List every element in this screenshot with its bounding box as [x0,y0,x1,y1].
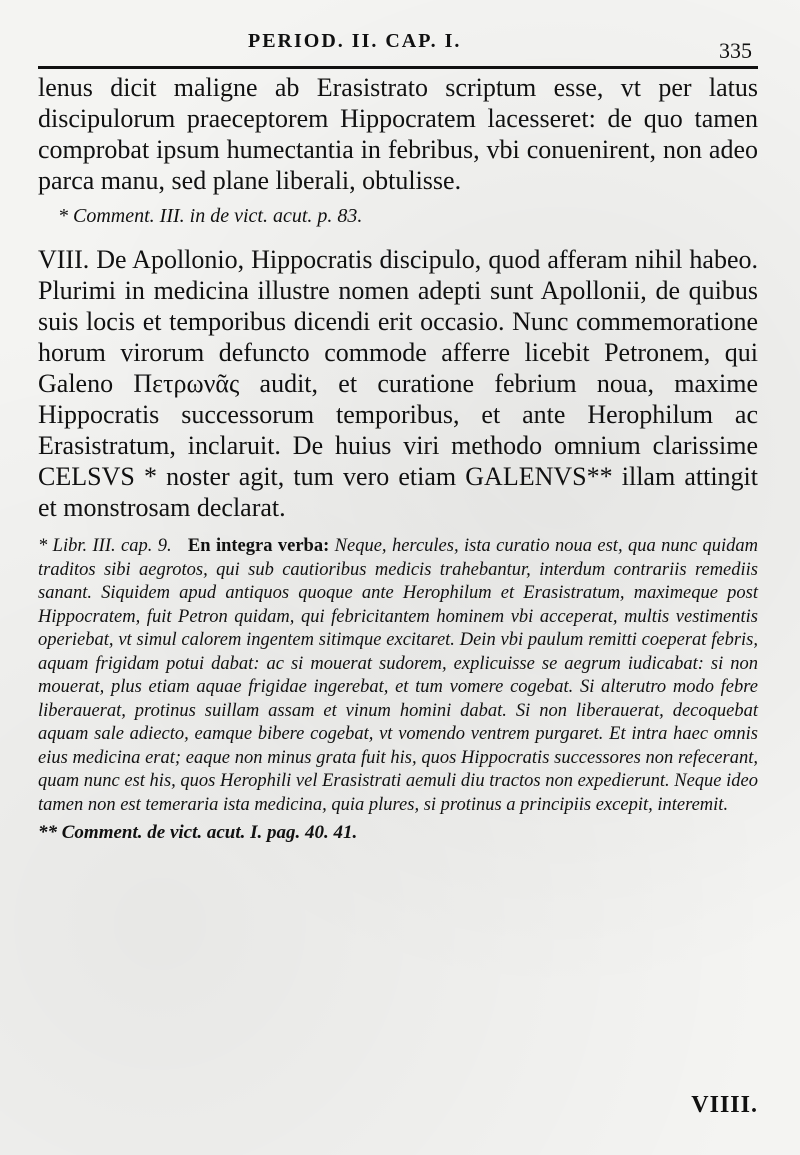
footnote-1-reference: * Libr. III. cap. 9. [38,536,172,556]
footnote-1-quote: Neque, hercules, ista curatio noua est, qua nunc quidam traditos sibi aegrotos, qui sub cautioribus medicis trahebantur, interdum contrariis remediis sanant. Siquidem apud antiquos quoque ante Herophilum et Erasistratum, maximeque post Hippocratem, fuit Petron quidam, qui febricitantem hominem vbi acceperat, multis vestimentis operiebat, vt simul calorem ingentem sitimque excitaret. Dein vbi paulum remitti coeperat febris, aquam frigidam potui dabat: ac si mouerat sudorem, explicuisse se aegrum iudicabat: si non mouerat, plus etiam aquae frigidae ingerebat, et tum vomere cogebat. Si alterutro modo febre liberauerat, protinus suillam assam et vinum homini dabat. Si non liberauerat, decoquebat aquam sale adiecto, eamque bibere cogebat, vt vomendo ventrem purgaret. Et intra haec omnis eius medicina erat; eaque non minus grata fuit his, quos Hippocratis successores non refecerant, quam nunc est his, quos Herophili vel Erasistrati aemuli diu tractos non expedierunt. Neque ideo tamen non est temeraria ista medicina, quia plures, si protinus a principiis excepit, interemit. [38,536,759,815]
paragraph-1: lenus dicit maligne ab Erasistrato scriptum esse, vt per latus discipulorum praeceptorem Hippocratem lacesseret: de quo tamen comprobat ipsum humectantia in febribus, vbi conuenirent, non adeo parca manu, sed plane liberali, obtulisse. [38,73,758,195]
running-title: PERIOD. II. CAP. I. [248,30,462,52]
footnote-1-intro: En integra verba: [187,536,330,556]
page-number: 335 [719,38,752,63]
marginal-note-1: * Comment. III. in de vict. acut. p. 83. [58,205,363,227]
footnote-1 [38,535,758,817]
running-head [38,28,758,68]
footnote-2: ** Comment. de vict. acut. I. pag. 40. 41. [38,822,358,843]
paragraph-2: VIII. De Apollonio, Hippocratis discipulo, quod afferam nihil habeo. Plurimi in medicina illustre nomen adepti sunt Apollonii, de quibus suis locis et temporibus dicendi erit occasio. Nunc commemoratione horum virorum defuncto commode afferre licebit Petronem, qui Galeno Πετρωνᾶς audit, et curatione febrium noua, maxime Hippocratis successorum temporibus, et ante Herophilum ac Erasistratum, inclaruit. De huius viri methodo omnium clarissime CELSVS * noster agit, tum vero etiam GALENVS** illam attingit et monstrosam declarat. [38,245,758,522]
main-text [38,72,758,845]
header-rule [38,66,758,69]
catchword: VIIII. [691,1092,758,1118]
